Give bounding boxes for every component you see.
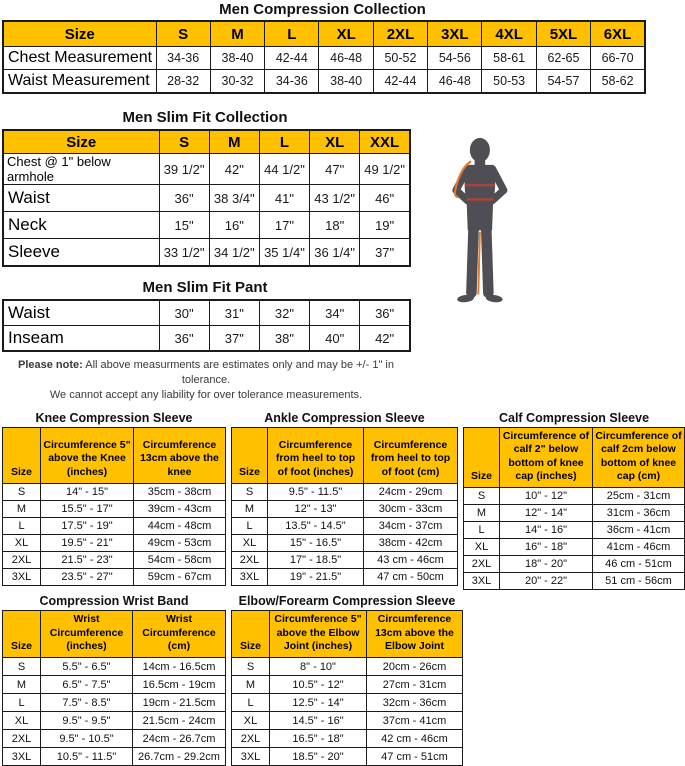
size-cell: 2XL bbox=[464, 556, 500, 573]
please-note-label: Please note: bbox=[18, 359, 83, 371]
size-cell: XL bbox=[464, 539, 500, 556]
cell-value: 50-53 bbox=[482, 70, 536, 94]
size-cell: M bbox=[3, 500, 41, 517]
inches-column-header: Circumference from heel to top of foot (inches) bbox=[268, 427, 364, 483]
column-header: 3XL bbox=[428, 21, 482, 47]
cell-value: 35 1/4" bbox=[259, 239, 309, 267]
table-row bbox=[3, 239, 410, 267]
column-header: 2XL bbox=[373, 21, 427, 47]
cell-value: 39 1/2" bbox=[159, 154, 209, 185]
table-row bbox=[3, 212, 410, 239]
chest-measure-line bbox=[465, 184, 495, 187]
size-column-header: Size bbox=[232, 611, 270, 658]
cell-value: 38" bbox=[259, 326, 309, 352]
cell-value: 34-36 bbox=[156, 47, 210, 70]
column-header: M bbox=[209, 130, 259, 154]
knee-sleeve-table bbox=[2, 427, 226, 586]
cm-cell: 21.5cm - 24cm bbox=[133, 712, 226, 730]
cell-value: 16" bbox=[209, 212, 259, 239]
inches-cell: 16.5" - 18" bbox=[270, 730, 367, 748]
table-row bbox=[3, 676, 226, 694]
tolerance-note bbox=[0, 358, 412, 403]
men-slim-fit-pant-title: Men Slim Fit Pant bbox=[142, 279, 268, 296]
cm-cell: 31cm - 36cm bbox=[593, 505, 685, 522]
table-row bbox=[3, 47, 645, 70]
men-slim-fit-table bbox=[2, 129, 411, 267]
cm-cell: 20cm - 26cm bbox=[367, 658, 463, 676]
size-column-header: Size bbox=[464, 427, 500, 488]
cm-cell: 27cm - 31cm bbox=[367, 676, 463, 694]
cm-column-header: Circumference of calf 2cm below bottom of knee cap (cm) bbox=[593, 427, 685, 488]
inches-cell: 5.5" - 6.5" bbox=[41, 658, 133, 676]
cm-cell: 14cm - 16.5cm bbox=[133, 658, 226, 676]
cm-cell: 25cm - 31cm bbox=[593, 488, 685, 505]
calf-sleeve-section bbox=[463, 411, 685, 591]
cm-cell: 41cm - 46cm bbox=[593, 539, 685, 556]
cell-value: 32" bbox=[259, 300, 309, 326]
cm-cell: 51 cm - 56cm bbox=[593, 573, 685, 590]
men-slim-fit-header-row bbox=[3, 130, 410, 154]
column-header: L bbox=[259, 130, 309, 154]
table-row bbox=[232, 568, 458, 585]
table-row bbox=[464, 522, 685, 539]
cell-value: 34-36 bbox=[265, 70, 319, 94]
inches-cell: 20" - 22" bbox=[500, 573, 593, 590]
cm-column-header: Circumference 13cm above the Elbow Joint bbox=[367, 611, 463, 658]
inches-cell: 14.5" - 16" bbox=[270, 712, 367, 730]
size-cell: 2XL bbox=[3, 730, 41, 748]
elbow-sleeve-table bbox=[231, 610, 463, 766]
cell-value: 37" bbox=[209, 326, 259, 352]
table-row bbox=[3, 748, 226, 766]
cm-cell: 16.5cm - 19cm bbox=[133, 676, 226, 694]
inches-cell: 15" - 16.5" bbox=[268, 534, 364, 551]
size-cell: L bbox=[464, 522, 500, 539]
calf-sleeve-table bbox=[463, 427, 685, 591]
table-row bbox=[3, 712, 226, 730]
table-row bbox=[464, 505, 685, 522]
column-header: Size bbox=[3, 21, 156, 47]
inches-cell: 21.5" - 23" bbox=[41, 551, 134, 568]
inches-cell: 8" - 10" bbox=[270, 658, 367, 676]
table-row bbox=[3, 500, 226, 517]
tolerance-note-line1 bbox=[0, 358, 412, 388]
cm-cell: 59cm - 67cm bbox=[134, 568, 226, 585]
row-label: Chest Measurement bbox=[3, 47, 156, 70]
inches-cell: 7.5" - 8.5" bbox=[41, 694, 133, 712]
inches-cell: 23.5" - 27" bbox=[41, 568, 134, 585]
cell-value: 49 1/2" bbox=[360, 154, 410, 185]
cell-value: 47" bbox=[310, 154, 360, 185]
men-slim-fit-title: Men Slim Fit Collection bbox=[122, 109, 288, 126]
column-header: S bbox=[159, 130, 209, 154]
table-row bbox=[3, 658, 226, 676]
cell-value: 62-65 bbox=[536, 47, 590, 70]
cell-value: 28-32 bbox=[156, 70, 210, 94]
cell-value: 38-40 bbox=[210, 47, 264, 70]
cm-cell: 46 cm - 51cm bbox=[593, 556, 685, 573]
inches-cell: 9.5" - 9.5" bbox=[41, 712, 133, 730]
table-row bbox=[3, 326, 410, 352]
table-row bbox=[232, 517, 458, 534]
size-cell: 3XL bbox=[3, 568, 41, 585]
row-label: Neck bbox=[3, 212, 159, 239]
cell-value: 31" bbox=[209, 300, 259, 326]
size-cell: 3XL bbox=[3, 748, 41, 766]
inches-cell: 15.5" - 17" bbox=[41, 500, 134, 517]
cell-value: 33 1/2" bbox=[159, 239, 209, 267]
cm-cell: 37cm - 41cm bbox=[367, 712, 463, 730]
size-cell: 3XL bbox=[232, 748, 270, 766]
inches-cell: 17.5" - 19" bbox=[41, 517, 134, 534]
cell-value: 42-44 bbox=[373, 70, 427, 94]
table-row bbox=[232, 730, 463, 748]
cell-value: 58-62 bbox=[591, 70, 645, 94]
cm-cell: 32cm - 36cm bbox=[367, 694, 463, 712]
column-header: Size bbox=[3, 130, 159, 154]
cell-value: 50-52 bbox=[373, 47, 427, 70]
cell-value: 18" bbox=[310, 212, 360, 239]
men-compression-header-row bbox=[3, 21, 645, 47]
column-header: 4XL bbox=[482, 21, 536, 47]
cm-cell: 47 cm - 51cm bbox=[367, 748, 463, 766]
cell-value: 46-48 bbox=[319, 47, 373, 70]
cell-value: 15" bbox=[159, 212, 209, 239]
size-cell: S bbox=[464, 488, 500, 505]
table-row bbox=[3, 534, 226, 551]
size-cell: S bbox=[232, 483, 268, 500]
cm-cell: 26.7cm - 29.2cm bbox=[133, 748, 226, 766]
cell-value: 54-56 bbox=[428, 47, 482, 70]
size-cell: S bbox=[232, 658, 270, 676]
men-compression-title: Men Compression Collection bbox=[219, 1, 426, 18]
column-header: 5XL bbox=[536, 21, 590, 47]
cell-value: 46-48 bbox=[428, 70, 482, 94]
inches-column-header: Circumference 5" above the Elbow Joint (inches) bbox=[270, 611, 367, 658]
men-slim-fit-pant-table bbox=[2, 299, 411, 352]
inches-cell: 10.5" - 12" bbox=[270, 676, 367, 694]
inches-cell: 19.5" - 21" bbox=[41, 534, 134, 551]
column-header: 6XL bbox=[591, 21, 645, 47]
row-label: Waist Measurement bbox=[3, 70, 156, 94]
table-row bbox=[3, 551, 226, 568]
size-cell: M bbox=[232, 500, 268, 517]
cell-value: 38-40 bbox=[319, 70, 373, 94]
cell-value: 17" bbox=[259, 212, 309, 239]
cm-column-header: Wrist Circumference (cm) bbox=[133, 611, 226, 658]
ankle-header-row bbox=[232, 427, 458, 483]
waist-measure-line bbox=[467, 198, 493, 201]
cell-value: 30-32 bbox=[210, 70, 264, 94]
ankle-sleeve-section bbox=[231, 411, 458, 586]
cm-cell: 54cm - 58cm bbox=[134, 551, 226, 568]
table-row bbox=[232, 694, 463, 712]
inches-cell: 16" - 18" bbox=[500, 539, 593, 556]
cm-cell: 44cm - 48cm bbox=[134, 517, 226, 534]
table-row bbox=[232, 551, 458, 568]
table-row bbox=[3, 70, 645, 94]
table-row bbox=[232, 676, 463, 694]
calf-header-row bbox=[464, 427, 685, 488]
table-row bbox=[3, 568, 226, 585]
wrist-header-row bbox=[3, 611, 226, 658]
cell-value: 30" bbox=[159, 300, 209, 326]
cm-cell: 43 cm - 46cm bbox=[364, 551, 458, 568]
size-cell: M bbox=[464, 505, 500, 522]
size-cell: XL bbox=[3, 712, 41, 730]
cell-value: 37" bbox=[360, 239, 410, 267]
knee-sleeve-section bbox=[2, 411, 226, 586]
table-row bbox=[3, 517, 226, 534]
wrist-band-title: Compression Wrist Band bbox=[39, 594, 189, 609]
cell-value: 42" bbox=[360, 326, 410, 352]
inches-cell: 18.5" - 20" bbox=[270, 748, 367, 766]
table-row bbox=[3, 185, 410, 212]
cell-value: 36 1/4" bbox=[310, 239, 360, 267]
inches-cell: 9.5" - 10.5" bbox=[41, 730, 133, 748]
knee-header-row bbox=[3, 427, 226, 483]
elbow-sleeve-title: Elbow/Forearm Compression Sleeve bbox=[238, 594, 456, 609]
cm-cell: 36cm - 41cm bbox=[593, 522, 685, 539]
wrist-band-section bbox=[2, 594, 226, 766]
table-row bbox=[232, 712, 463, 730]
cell-value: 38 3/4" bbox=[209, 185, 259, 212]
inches-cell: 12" - 13" bbox=[268, 500, 364, 517]
inseam-measure-line bbox=[478, 233, 480, 294]
elbow-sleeve-section bbox=[231, 594, 463, 766]
size-cell: XL bbox=[232, 712, 270, 730]
inches-cell: 12" - 14" bbox=[500, 505, 593, 522]
size-cell: S bbox=[3, 483, 41, 500]
inches-cell: 10" - 12" bbox=[500, 488, 593, 505]
table-row bbox=[3, 694, 226, 712]
size-column-header: Size bbox=[232, 427, 268, 483]
inches-cell: 10.5" - 11.5" bbox=[41, 748, 133, 766]
cell-value: 42" bbox=[209, 154, 259, 185]
cell-value: 44 1/2" bbox=[259, 154, 309, 185]
column-header: XXL bbox=[360, 130, 410, 154]
cm-column-header: Circumference from heel to top of foot (cm) bbox=[364, 427, 458, 483]
size-cell: 3XL bbox=[232, 568, 268, 585]
size-cell: M bbox=[3, 676, 41, 694]
column-header: XL bbox=[310, 130, 360, 154]
column-header: M bbox=[210, 21, 264, 47]
cell-value: 36" bbox=[159, 185, 209, 212]
men-compression-table bbox=[2, 20, 646, 94]
inches-cell: 19" - 21.5" bbox=[268, 568, 364, 585]
row-label: Chest @ 1" below armhole bbox=[3, 154, 159, 185]
size-cell: 2XL bbox=[3, 551, 41, 568]
table-row bbox=[464, 488, 685, 505]
row-label: Sleeve bbox=[3, 239, 159, 267]
size-cell: 2XL bbox=[232, 730, 270, 748]
calf-sleeve-title: Calf Compression Sleeve bbox=[498, 410, 650, 425]
inches-column-header: Circumference 5" above the Knee (inches) bbox=[41, 427, 134, 483]
size-cell: L bbox=[3, 517, 41, 534]
table-row bbox=[3, 730, 226, 748]
cell-value: 34" bbox=[310, 300, 360, 326]
inches-cell: 14" - 16" bbox=[500, 522, 593, 539]
table-row bbox=[464, 573, 685, 590]
man-silhouette bbox=[445, 137, 519, 309]
tolerance-note-line2: We cannot accept any liability for over tolerance measurements. bbox=[49, 388, 363, 401]
table-row bbox=[464, 556, 685, 573]
size-cell: L bbox=[3, 694, 41, 712]
size-cell: L bbox=[232, 694, 270, 712]
ankle-sleeve-title: Ankle Compression Sleeve bbox=[264, 410, 425, 425]
inches-column-header: Wrist Circumference (inches) bbox=[41, 611, 133, 658]
size-cell: S bbox=[3, 658, 41, 676]
size-cell: 2XL bbox=[232, 551, 268, 568]
cm-cell: 30cm - 33cm bbox=[364, 500, 458, 517]
table-row bbox=[3, 154, 410, 185]
cell-value: 19" bbox=[360, 212, 410, 239]
inches-cell: 18" - 20" bbox=[500, 556, 593, 573]
cell-value: 42-44 bbox=[265, 47, 319, 70]
size-column-header: Size bbox=[3, 611, 41, 658]
cell-value: 46" bbox=[360, 185, 410, 212]
cm-cell: 34cm - 37cm bbox=[364, 517, 458, 534]
size-cell: M bbox=[232, 676, 270, 694]
cell-value: 34 1/2" bbox=[209, 239, 259, 267]
table-row bbox=[464, 539, 685, 556]
inches-column-header: Circumference of calf 2" below bottom of knee cap (inches) bbox=[500, 427, 593, 488]
cell-value: 40" bbox=[310, 326, 360, 352]
cell-value: 41" bbox=[259, 185, 309, 212]
table-row bbox=[232, 658, 463, 676]
inches-cell: 14" - 15" bbox=[41, 483, 134, 500]
size-cell: XL bbox=[3, 534, 41, 551]
sleeve-tables-row bbox=[2, 410, 682, 591]
knee-sleeve-title: Knee Compression Sleeve bbox=[35, 410, 193, 425]
inches-cell: 17" - 18.5" bbox=[268, 551, 364, 568]
cm-cell: 24cm - 26.7cm bbox=[133, 730, 226, 748]
column-header: L bbox=[265, 21, 319, 47]
cm-cell: 47 cm - 50cm bbox=[364, 568, 458, 585]
table-row bbox=[232, 534, 458, 551]
cm-cell: 19cm - 21.5cm bbox=[133, 694, 226, 712]
band-tables-row bbox=[2, 594, 679, 766]
table-row bbox=[3, 300, 410, 326]
size-cell: XL bbox=[232, 534, 268, 551]
cell-value: 58-61 bbox=[482, 47, 536, 70]
inches-cell: 6.5" - 7.5" bbox=[41, 676, 133, 694]
table-row bbox=[232, 500, 458, 517]
size-cell: 3XL bbox=[464, 573, 500, 590]
cell-value: 36" bbox=[360, 300, 410, 326]
table-row bbox=[3, 483, 226, 500]
elbow-header-row bbox=[232, 611, 463, 658]
row-label: Inseam bbox=[3, 326, 159, 352]
table-row bbox=[232, 748, 463, 766]
table-row bbox=[232, 483, 458, 500]
inches-cell: 12.5" - 14" bbox=[270, 694, 367, 712]
column-header: XL bbox=[319, 21, 373, 47]
cm-cell: 35cm - 38cm bbox=[134, 483, 226, 500]
ankle-sleeve-table bbox=[231, 427, 458, 586]
row-label: Waist bbox=[3, 300, 159, 326]
cell-value: 66-70 bbox=[591, 47, 645, 70]
tolerance-note-text: All above measurments are estimates only and may be +/- 1" in tolerance. bbox=[82, 359, 394, 386]
size-cell: L bbox=[232, 517, 268, 534]
cell-value: 36" bbox=[159, 326, 209, 352]
row-label: Waist bbox=[3, 185, 159, 212]
cm-cell: 49cm - 53cm bbox=[134, 534, 226, 551]
cm-cell: 38cm - 42cm bbox=[364, 534, 458, 551]
cell-value: 43 1/2" bbox=[310, 185, 360, 212]
cm-cell: 24cm - 29cm bbox=[364, 483, 458, 500]
column-header: S bbox=[156, 21, 210, 47]
cm-cell: 42 cm - 46cm bbox=[367, 730, 463, 748]
wrist-band-table bbox=[2, 610, 226, 766]
size-column-header: Size bbox=[3, 427, 41, 483]
cm-column-header: Circumference 13cm above the knee bbox=[134, 427, 226, 483]
cell-value: 54-57 bbox=[536, 70, 590, 94]
cm-cell: 39cm - 43cm bbox=[134, 500, 226, 517]
inches-cell: 9.5" - 11.5" bbox=[268, 483, 364, 500]
inches-cell: 13.5" - 14.5" bbox=[268, 517, 364, 534]
